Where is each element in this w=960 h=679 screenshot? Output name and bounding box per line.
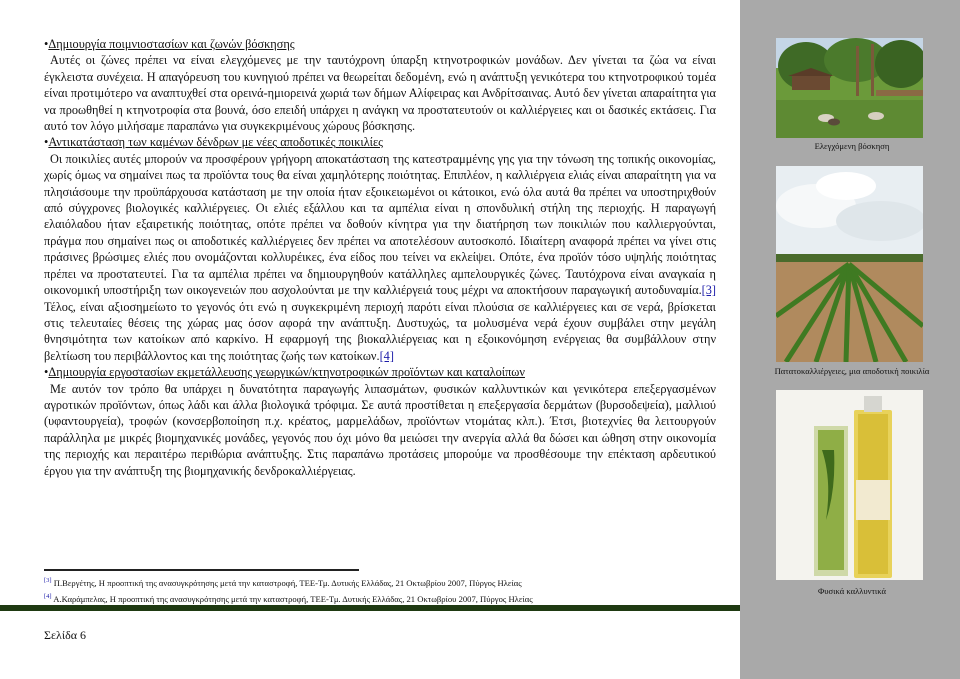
footnote-4: [4] Α.Καράμπελας, Η προοπτική της ανασυγκρότησης μετά την καταστροφή, ΤΕΕ-Τμ. Δυτικής Ελλάδας, 21 Οκτωβρίου 2007, Πύργος Ηλείας (44, 592, 533, 604)
reference-link-4[interactable]: [4] (379, 348, 394, 363)
caption-potato-field: Πατατοκαλλιέργειες, μια αποδοτική ποικιλία (774, 366, 930, 376)
section-heading-factories: •Δημιουργία εργοστασίων εκμετάλλευσης γεωργικών/κτηνοτροφικών προϊόντων και καταλοίπων (44, 365, 525, 380)
footnote-mark-3[interactable]: [3] (44, 577, 52, 584)
paragraph-trees: Οι ποικιλίες αυτές μπορούν να προσφέρουν γρήγορη αποκατάσταση της κατεστραμμένης γης για την τόνωση της τοπικής οικονομίας, χωρίς όμως να σημαίνει πως τα προϊόντα τους θα είναι χαμηλότερης ποιότητας. Επιπλέον, η καλλιέργεια ελιάς είναι απαραίτητη για να πλησιάσουμε την προϋπάρχουσα κατάσταση με την οποία ήταν εξοικειωμένοι οι κάτοικοι, ενώ όλα αυτά θα πρέπει να υποστηριχθούν από σύγχρονες βιολογικές καλλιέργειες. Οι ελιές εξάλλου και τα αμπέλια είναι η σπονδυλική στήλη της περιοχής. Η παραγωγή ελαιόλαδου ήταν εξαιρετικής ποιότητας, οπότε πρέπει να δοθούν κίνητρα για την διατήρηση των ποικιλιών που καλλιεργούνται, πράγμα που σημαίνει πως οι αποδοτικές καλλιέργειες δεν πρέπει να αποτελέσουν αυτοσκοπό. Ιδιαίτερη αναφορά πρέπει να γίνει στις πράσινες βρώσιμες ελιές που ονομάζονται κολλυρέικες, ένα είδος που τείνει να εκλείψει. Οπότε, ένα προϊόν τόσο υψηλής ποιότητας πρέπει να προστατευτεί. Για τα αμπέλια πρέπει να δημιουργηθούν κατάλληλες αμπελουργικές ζώνες. Ταυτόχρονα είναι αναγκαία η οικονομική υποστήριξη των οικογενειών που ασχολούνται με την καλλιέργειά τους μέχρι να αποκτήσουν παραγωγική αυτοδυναμία.[3] Τέλος, είναι αξιοσημείωτο το γεγονός ότι ενώ η συγκεκριμένη περιοχή παρότι είναι πλούσια σε καλλιέργειες και σε νερά, βρίσκεται στις τελευταίες θέσεις της χώρας μας όσον αφορά την ανάπτυξη. Δυστυχώς, τα μολυσμένα νερά έχουν συμβάλει στην μεγάλη θνησιμότητα των κατοίκων από καρκίνο. Η εφαρμογή της βιοκαλλιέργειας και η εξοικονόμηση ενέργειας θα συμβάλλουν στην βελτίωση του περιβάλλοντος και της ποιότητας ζωής των κατοίκων.[4] (44, 151, 716, 363)
footnote-3: [3] Π.Βεργέτης, Η προοπτική της ανασυγκρότησης μετά την καταστροφή, ΤΕΕ-Τμ. Δυτικής Ελλάδας, 21 Οκτωβρίου 2007, Πύργος Ηλείας (44, 577, 522, 588)
section-heading-grazing: •Δημιουργία ποιμνιοστασίων και ζωνών βόσκησης (44, 37, 295, 51)
section-heading-trees: •Αντικατάσταση των καμένων δένδρων με νέες αποδοτικές ποικιλίες (44, 135, 384, 150)
photo-potato-field (776, 166, 923, 362)
main-content (44, 36, 716, 479)
caption-grazing: Ελεγχόμενη βόσκηση (814, 141, 890, 151)
paragraph-factories: Με αυτόν τον τρόπο θα υπάρχει η δυνατότητα παραγωγής λιπασμάτων, φυσικών καλλυντικών και γενικότερα επεξεργασμένων αγροτικών προϊόντων, όπως λάδι και άλλα βιολογικά τρόφιμα. Σε αυτά προστίθεται η επεξεργασία δερμάτων (βυρσοδεψεία), μαλλιού (υφαντουργεία), τροφών (κονσερβοποίηση π.χ. κρέατος, μαρμελάδων, προϊόντων ντομάτας κλπ.). Έτσι, βιοτεχνίες θα λειτουργούν παράλληλα με μικρές βιομηχανικές μονάδες, γεγονός που όχι μόνο θα μειώσει την ανεργία αλλά θα δώσει και ώθηση στην οικονομία της περιοχής και περαιτέρω περιθώρια ανάπτυξης. Στις παραπάνω προτάσεις μπορούμε να προσθέσουμε την επέκταση αρδευτικού έργου για την ανάπτυξη της βιομηχανικής δενδροκαλλιέργειας. (44, 381, 716, 478)
footnotes (44, 574, 734, 606)
photo-grazing (776, 38, 923, 138)
footnote-separator (44, 569, 359, 571)
photo-cosmetics (776, 390, 923, 580)
page-number: Σελίδα 6 (44, 628, 87, 642)
caption-cosmetics: Φυσικά καλλυντικά (818, 586, 886, 596)
footnote-mark-4[interactable]: [4] (44, 592, 52, 600)
reference-link-3[interactable]: [3] (701, 283, 716, 298)
paragraph-grazing: Αυτές οι ζώνες πρέπει να είναι ελεγχόμενες με την ταυτόχρονη ύπαρξη κτηνοτροφικών μονάδων. Δεν γίνεται τα ζώα να είναι έγκλειστα συνέχεια. Η απαγόρευση του κυνηγιού πρέπει να θεωρείται δεδομένη, ενώ η ανάπτυξη γενικότερα του κτηνοτροφικού τομέα είναι προτιμότερο να αναπτυχθεί στα ορεινά-ημιορεινά χωριά των δήμων Αλίφειρας και Ανδρίτσαινας. Αυτό δεν γίνεται απαραίτητα για να προωθηθεί η κτηνοτροφία στα βουνά, όσο επειδή υπάρχει η ανάγκη να προστατευτούν οι καλλιέργειες και οι δασικές εκτάσεις. Για αυτό τον λόγο μιλήσαμε παραπάνω για συγκεκριμένους χώρους βόσκησης. (44, 53, 716, 134)
